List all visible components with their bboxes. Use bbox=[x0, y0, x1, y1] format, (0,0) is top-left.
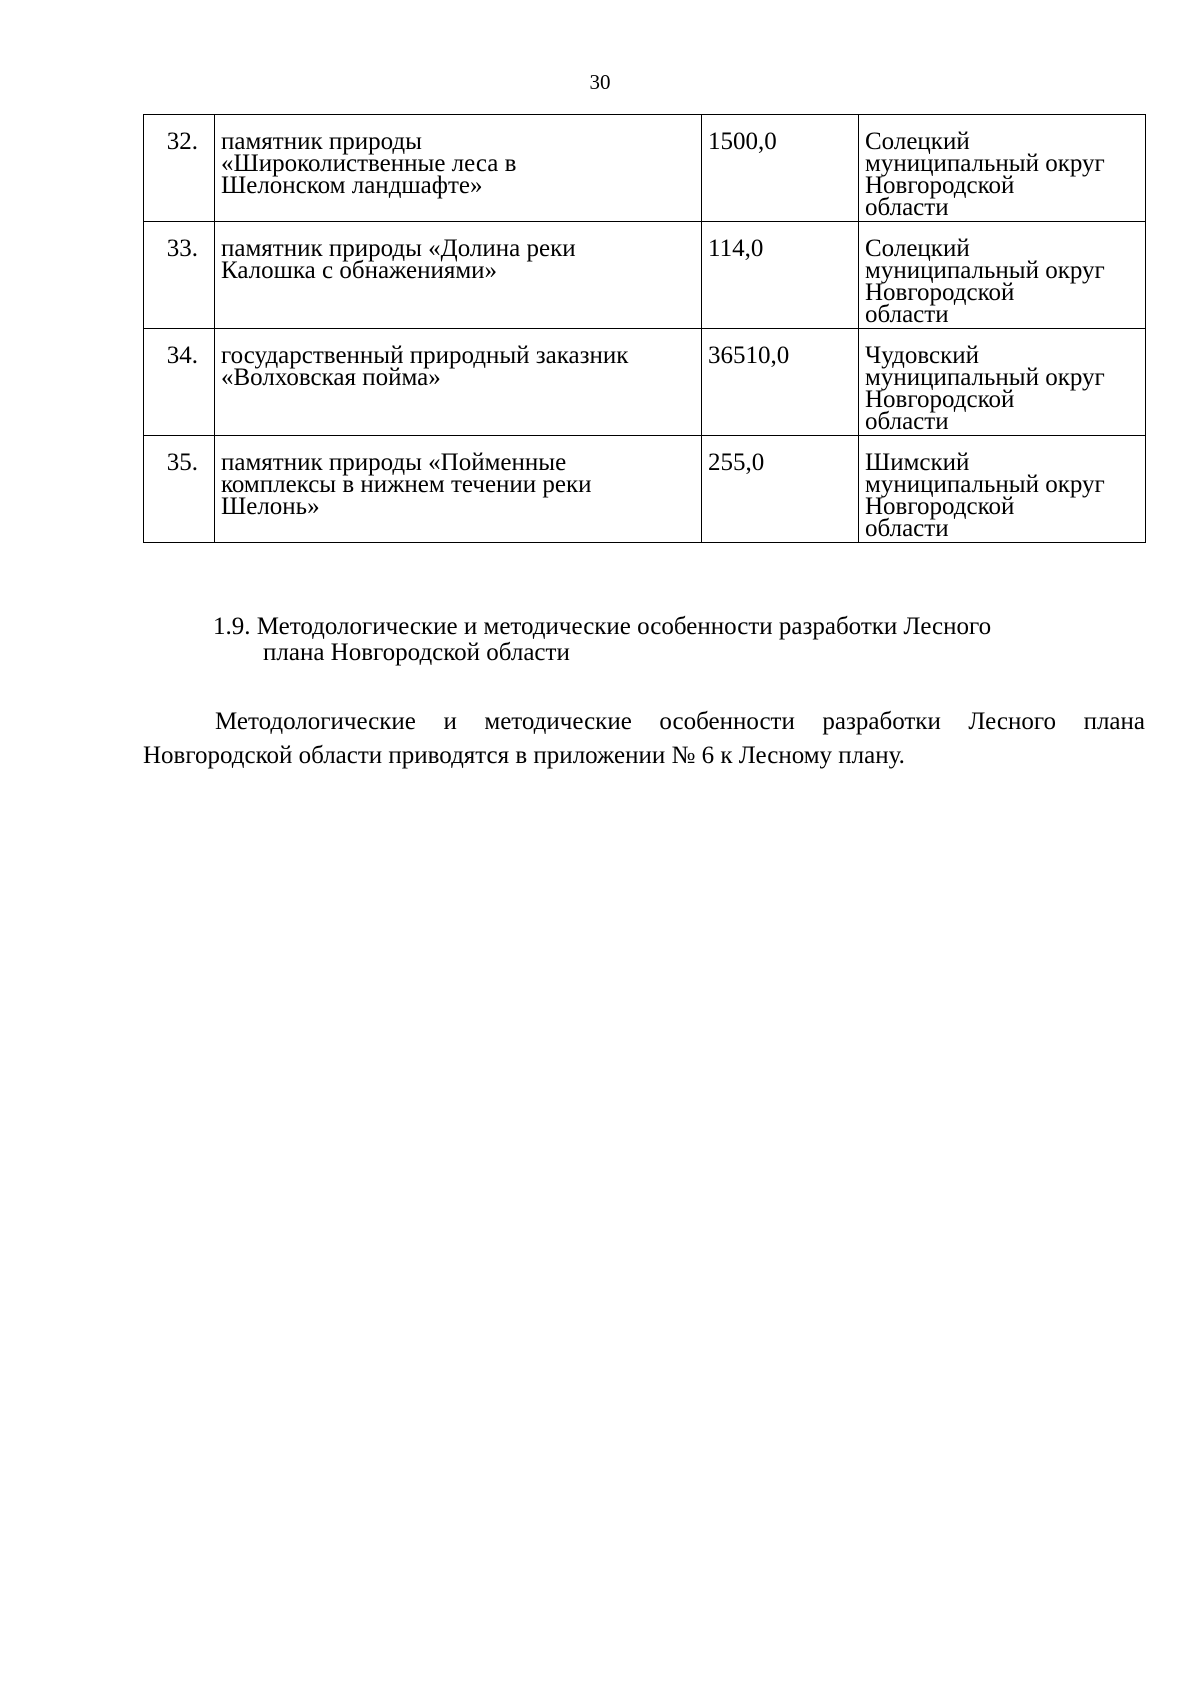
table-row bbox=[144, 436, 1146, 543]
location-line: Шимский bbox=[865, 449, 970, 476]
location-line: Солецкий bbox=[865, 235, 970, 262]
area-name-line: государственный природный заказник bbox=[221, 342, 629, 369]
row-number: 35. bbox=[144, 436, 215, 543]
area-name-line: памятник природы bbox=[221, 128, 422, 155]
location-line: Новгородской bbox=[865, 493, 1015, 520]
area-size: 114,0 bbox=[702, 222, 859, 329]
area-name-line: Шелонском ландшафте» bbox=[221, 172, 483, 199]
area-location bbox=[859, 436, 1146, 543]
area-name-line: памятник природы «Долина реки bbox=[221, 235, 576, 262]
table-row bbox=[144, 329, 1146, 436]
location-line: области bbox=[865, 194, 949, 221]
area-size: 36510,0 bbox=[702, 329, 859, 436]
location-line: Новгородской bbox=[865, 172, 1015, 199]
area-location bbox=[859, 329, 1146, 436]
area-name-line: Калошка с обнажениями» bbox=[221, 257, 498, 284]
section-heading-line: 1.9. Методологические и методические особенности разработки Лесного bbox=[213, 613, 992, 640]
section-heading bbox=[213, 614, 1113, 666]
row-number: 34. bbox=[144, 329, 215, 436]
location-line: муниципальный округ bbox=[865, 471, 1105, 498]
table-row bbox=[144, 115, 1146, 222]
area-name bbox=[215, 115, 702, 222]
area-size: 255,0 bbox=[702, 436, 859, 543]
location-line: области bbox=[865, 515, 949, 542]
row-number: 32. bbox=[144, 115, 215, 222]
body-paragraph: Методологические и методические особенности разработки Лесного плана Новгородской области приводятся в приложении № 6 к Лесному плану. bbox=[143, 708, 1145, 769]
location-line: области bbox=[865, 408, 949, 435]
area-location bbox=[859, 222, 1146, 329]
area-name bbox=[215, 329, 702, 436]
area-name-line: комплексы в нижнем течении реки bbox=[221, 471, 592, 498]
protected-areas-table bbox=[143, 114, 1146, 543]
area-name-line: «Широколиственные леса в bbox=[221, 150, 517, 177]
area-name-line: Шелонь» bbox=[221, 493, 320, 520]
row-number: 33. bbox=[144, 222, 215, 329]
location-line: области bbox=[865, 301, 949, 328]
location-line: муниципальный округ bbox=[865, 150, 1105, 177]
area-size: 1500,0 bbox=[702, 115, 859, 222]
location-line: муниципальный округ bbox=[865, 364, 1105, 391]
area-name bbox=[215, 436, 702, 543]
page-number: 30 bbox=[589, 70, 611, 94]
table-row bbox=[144, 222, 1146, 329]
area-name bbox=[215, 222, 702, 329]
location-line: Солецкий bbox=[865, 128, 970, 155]
section-heading-line: плана Новгородской области bbox=[263, 639, 570, 666]
location-line: муниципальный округ bbox=[865, 257, 1105, 284]
area-name-line: «Волховская пойма» bbox=[221, 364, 441, 391]
location-line: Новгородской bbox=[865, 386, 1015, 413]
location-line: Чудовский bbox=[865, 342, 980, 369]
area-location bbox=[859, 115, 1146, 222]
location-line: Новгородской bbox=[865, 279, 1015, 306]
area-name-line: памятник природы «Пойменные bbox=[221, 449, 567, 476]
